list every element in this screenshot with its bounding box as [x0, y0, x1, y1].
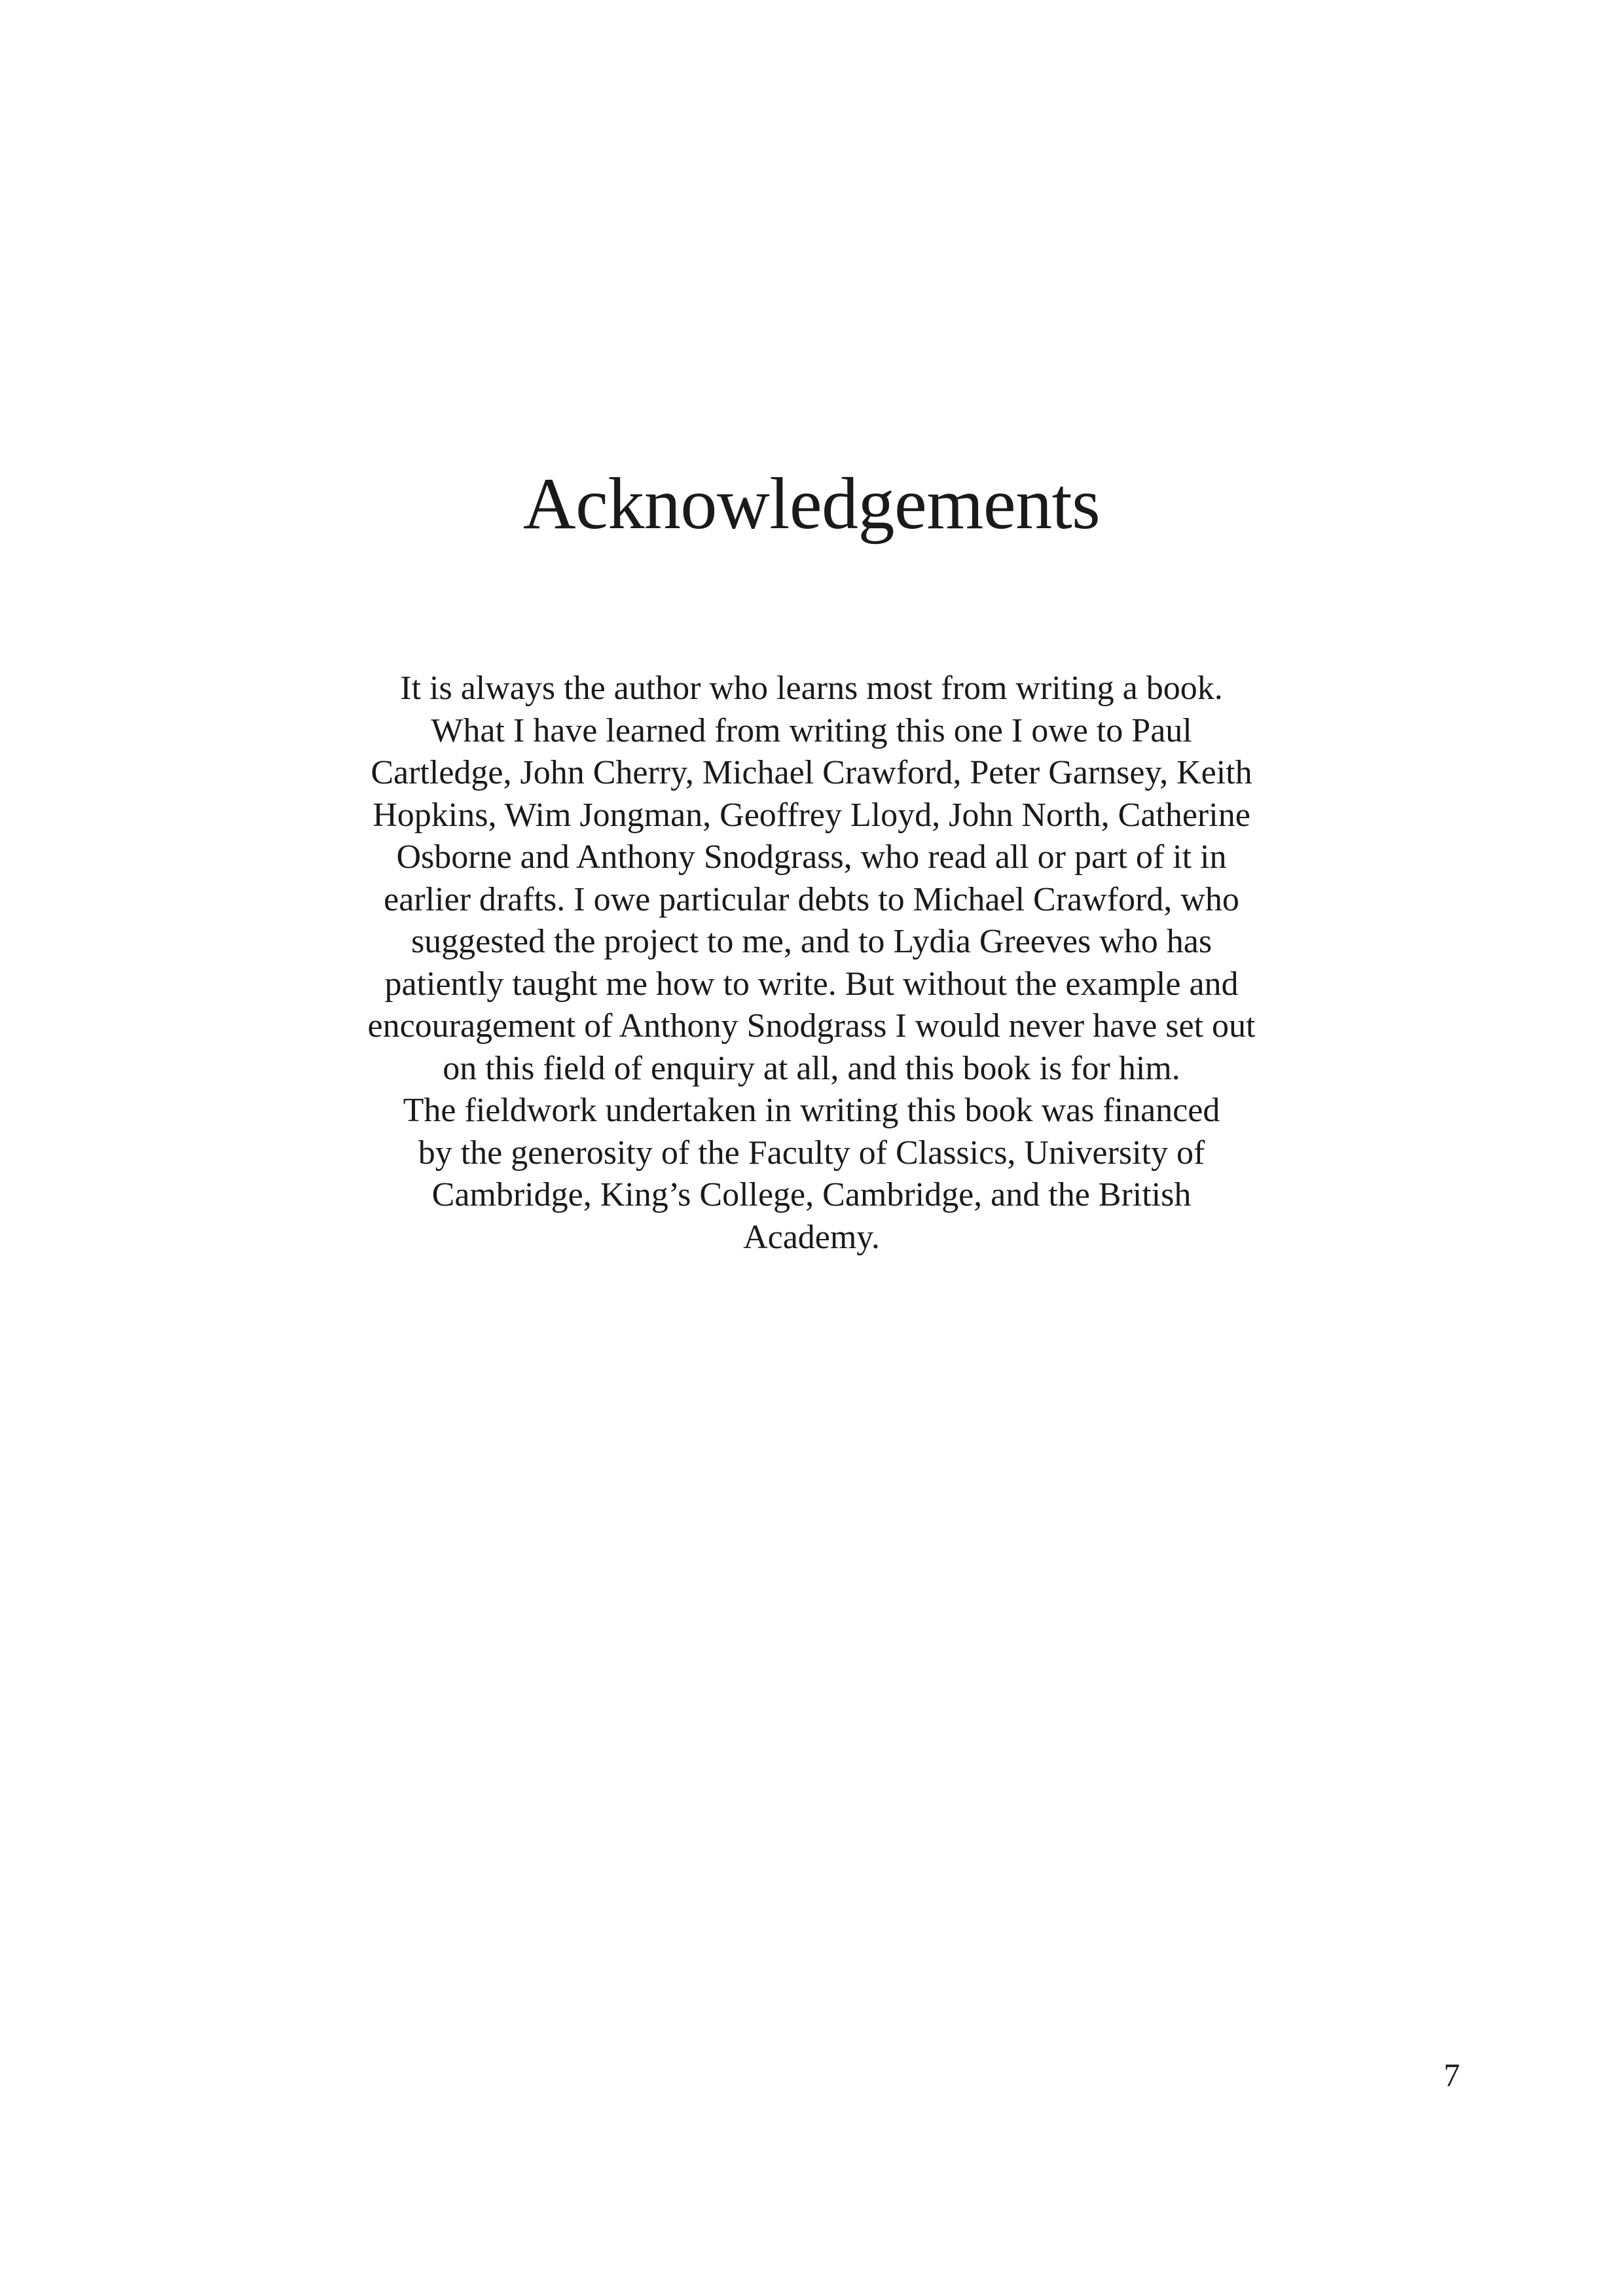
text-line: earlier drafts. I owe particular debts to Michael Crawford, who: [384, 880, 1239, 918]
text-line: Cambridge, King’s College, Cambridge, and the British: [431, 1176, 1192, 1213]
text-line: patiently taught me how to write. But without the example and: [384, 965, 1239, 1003]
acknowledgements-text: [0, 668, 1623, 1259]
text-line: Osborne and Anthony Snodgrass, who read all or part of it in: [396, 838, 1227, 876]
page-title: Acknowledgements: [522, 463, 1101, 545]
text-line: It is always the author who learns most from writing a book.: [400, 670, 1223, 707]
text-line: Academy.: [743, 1218, 880, 1256]
text-line: encouragement of Anthony Snodgrass I would never have set out: [367, 1007, 1256, 1045]
text-line: by the generosity of the Faculty of Classics, University of: [418, 1134, 1205, 1172]
text-line: Cartledge, John Cherry, Michael Crawford, Peter Garnsey, Keith: [371, 754, 1252, 791]
text-line: Hopkins, Wim Jongman, Geoffrey Lloyd, John North, Catherine: [373, 796, 1250, 834]
text-line: on this field of enquiry at all, and this book is for him.: [443, 1049, 1180, 1087]
page-number: 7: [1444, 2056, 1460, 2093]
text-line: What I have learned from writing this one I owe to Paul: [431, 711, 1192, 749]
text-line: The fieldwork undertaken in writing this book was financed: [403, 1092, 1220, 1129]
text-line: suggested the project to me, and to Lydia Greeves who has: [410, 923, 1213, 960]
